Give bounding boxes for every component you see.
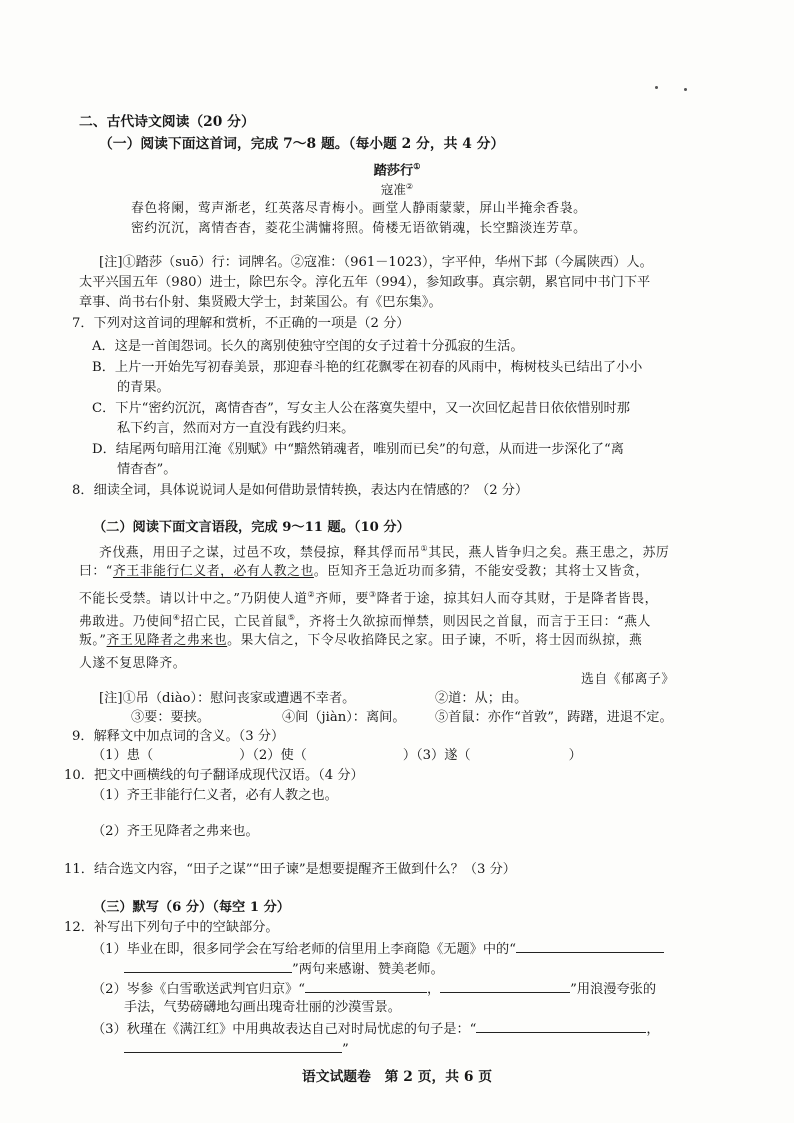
answer-blank[interactable] [124, 1038, 342, 1053]
question-12-2: （2）岑参《白雪歌送武判官归京》“ ， ”用浪漫夸张的 [92, 978, 656, 999]
answer-blank[interactable] [440, 978, 570, 993]
scan-speck [684, 88, 687, 91]
passage-source: 选自《郁离子》 [581, 672, 675, 687]
answer-blank[interactable] [305, 978, 427, 993]
option-c: C．下片“密约沉沉，离情杳杳”，写女主人公在落寞失望中，又一次回忆起昔日依依惜别时那 [92, 401, 630, 416]
part3-heading: （三）默写（6 分）（每空 1 分） [93, 900, 290, 915]
option-d: D．结尾两句暗用江淹《别赋》中“黯然销魂者，唯别而已矣”的句意，从而进一步深化了“离 [92, 442, 624, 457]
question-12: 12．补写出下列句子中的空缺部分。 [64, 920, 279, 935]
part2-heading: （二）阅读下面文言语段，完成 9～11 题。（10 分） [93, 520, 410, 535]
question-12-2-cont: 手法，气势磅礴地勾画出瑰奇壮丽的沙漠雪景。 [124, 1000, 401, 1015]
passage-line-6: 人遂不复思降齐。 [79, 656, 187, 671]
passage-note: ⑤首鼠：亦作“首敦”，踌躇，进退不定。 [435, 710, 673, 725]
underlined-sentence-1: 齐王非能行仁义者，必有人教之也 [112, 564, 314, 579]
question-7: 7．下列对这首词的理解和赏析，不正确的一项是（2 分） [72, 316, 410, 331]
question-9-items: （1）患（ ）（2）使（ ）（3）遂（ ） [92, 748, 582, 763]
question-10-1: （1）齐王非能行仁义者，必有人教之也。 [92, 788, 338, 803]
option-c-cont: 私下约言，然而对方一直没有践约归来。 [117, 421, 355, 436]
passage-line-4: 弗敢进。乃使间④招亡民，亡民首鼠⑤，齐将士久欲掠而惮禁，则因民之首鼠，而言于王曰：“燕人 [79, 613, 651, 630]
passage-line-2: 曰：“齐王非能行仁义者，必有人教之也。臣知齐王急近功而多猜，不能安受教；其将士又皆贪， [79, 564, 649, 579]
passage-line-5: 叛。”齐王见降者之弗来也。果大信之，下令尽收掐降民之家。田子谏，不听，将士因而纵掠，燕 [79, 633, 643, 648]
section-heading: 二、古代诗文阅读（20 分） [79, 114, 255, 130]
answer-blank[interactable] [476, 1018, 646, 1033]
passage-note: [注]①吊（diào）：慰问丧家或遭遇不幸者。 [99, 691, 356, 706]
question-12-1: （1）毕业在即，很多同学会在写给老师的信里用上李商隐《无题》中的“ [92, 938, 664, 959]
page-footer: 语文试题卷 第 2 页，共 6 页 [301, 1069, 493, 1085]
answer-blank[interactable] [516, 938, 664, 953]
passage-note: ③要：要挟。 [131, 710, 211, 725]
option-b-cont: 的青果。 [117, 380, 170, 395]
poem-note: 章事、尚书右仆射、集贤殿大学士，封莱国公。有《巴东集》。 [79, 295, 442, 310]
option-d-cont: 情杳杳”。 [117, 462, 177, 477]
poem-note: [注]①踏莎（suō）行：词牌名。②寇准：（961－1023），字平仲，华州下邽（今属陕西）人。 [99, 255, 653, 270]
question-10-2: （2）齐王见降者之弗来也。 [92, 824, 259, 839]
passage-line-1: 齐伐燕，用田子之谋，过邑不攻，禁侵掠，释其俘而吊①其民，燕人皆争归之矣。燕王患之，苏厉 [99, 544, 670, 561]
poem-title: 踏莎行① [373, 161, 421, 179]
passage-note: ②道：从；由。 [435, 691, 528, 706]
poem-author: 寇准② [380, 182, 414, 198]
question-10: 10．把文中画横线的句子翻译成现代汉语。（4 分） [64, 768, 364, 783]
poem-line-1: 春色将阑，莺声渐老，红英落尽青梅小。画堂人静雨蒙蒙，屏山半掩余香袅。 [131, 201, 587, 216]
option-b: B．上片一开始先写初春美景，那迎春斗艳的红花飘零在初春的风雨中，梅树枝头已结出了小小 [92, 360, 643, 375]
question-12-1-cont: ”两句来感谢、赞美老师。 [124, 958, 444, 979]
poem-line-2: 密约沉沉，离情杳杳，菱花尘满慵将照。倚楼无语欲销魂，长空黯淡连芳草。 [131, 221, 587, 236]
question-12-3-cont: ” [124, 1038, 349, 1059]
poem-note: 太平兴国五年（980）进士，除巴东令。淳化五年（994），参知政事。真宗朝，累官同中书门下平 [79, 275, 651, 290]
part1-heading: （一）阅读下面这首词，完成 7～8 题。（每小题 2 分，共 4 分） [99, 136, 505, 152]
question-9: 9．解释文中加点词的含义。（3 分） [72, 729, 285, 744]
question-8: 8．细读全词，具体说说词人是如何借助景情转换，表达内在情感的？（2 分） [72, 483, 529, 498]
option-a: A．这是一首闺怨词。长久的离别使独守空闺的女子过着十分孤寂的生活。 [92, 339, 524, 354]
scan-speck [655, 86, 658, 89]
question-12-3: （3）秋瑾在《满江红》中用典故表达自己对时局忧虑的句子是：“ ， [92, 1018, 660, 1039]
question-11: 11．结合选文内容，“田子之谋”“田子谏”是想要提醒齐王做到什么？（3 分） [64, 862, 516, 877]
underlined-sentence-2: 齐王见降者之弗来也 [106, 633, 228, 648]
answer-blank[interactable] [124, 958, 292, 973]
passage-line-3: 不能长受禁。请以计中之。”乃阴使人道②齐师，要③降者于途，掠其妇人而夺其财，于是降者皆畏， [79, 590, 658, 607]
passage-note: ④间（jiàn）：离间。 [282, 710, 406, 725]
